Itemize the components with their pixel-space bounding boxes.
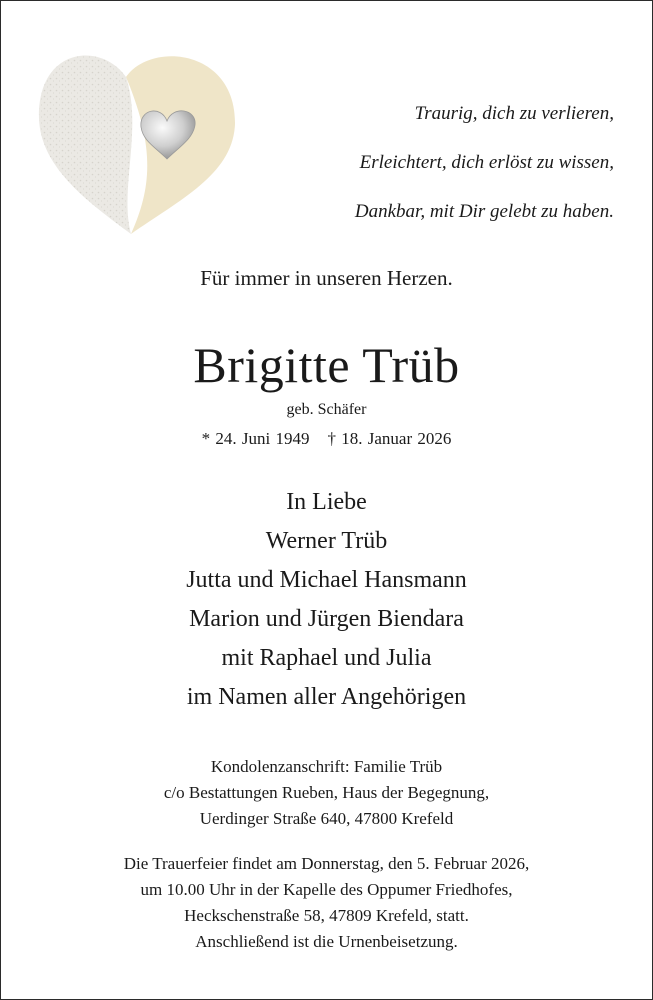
motto: Für immer in unseren Herzen. bbox=[200, 266, 453, 290]
mourner-line: In Liebe bbox=[286, 489, 367, 515]
mourners-list bbox=[1, 487, 652, 721]
poem bbox=[234, 99, 614, 246]
mourner-line: im Namen aller Angehörigen bbox=[186, 684, 467, 710]
mourner-line: Werner Trüb bbox=[265, 528, 388, 554]
condolence-address bbox=[1, 755, 652, 833]
service-line: Die Trauerfeier findet am Donnerstag, den 5. Februar 2026, bbox=[123, 854, 530, 873]
mourner-line: Jutta und Michael Hansmann bbox=[186, 567, 467, 593]
poem-line: Dankbar, mit Dir gelebt zu haben. bbox=[354, 201, 614, 222]
service-info bbox=[1, 852, 652, 956]
address-line: Uerdinger Straße 640, 47800 Krefeld bbox=[199, 809, 454, 828]
mourner-line: Marion und Jürgen Biendara bbox=[189, 606, 464, 632]
birth-date: * 24. Juni 1949 bbox=[201, 429, 310, 448]
heart-icon bbox=[31, 29, 241, 239]
deceased-name: Brigitte Trüb bbox=[193, 337, 460, 393]
service-line: Heckschenstraße 58, 47809 Krefeld, statt. bbox=[184, 906, 469, 925]
death-date: † 18. Januar 2026 bbox=[327, 429, 452, 448]
mourner-line: mit Raphael und Julia bbox=[221, 645, 432, 671]
poem-line: Traurig, dich zu verlieren, bbox=[414, 103, 614, 124]
poem-line: Erleichtert, dich erlöst zu wissen, bbox=[359, 152, 614, 173]
address-line: Kondolenzanschrift: Familie Trüb bbox=[210, 757, 443, 776]
address-line: c/o Bestattungen Rueben, Haus der Begegnung, bbox=[163, 783, 490, 802]
maiden-name: geb. Schäfer bbox=[286, 401, 367, 418]
service-line: um 10.00 Uhr in der Kapelle des Oppumer Friedhofes, bbox=[140, 880, 513, 899]
life-dates bbox=[1, 429, 652, 449]
service-line: Anschließend ist die Urnenbeisetzung. bbox=[195, 932, 458, 951]
